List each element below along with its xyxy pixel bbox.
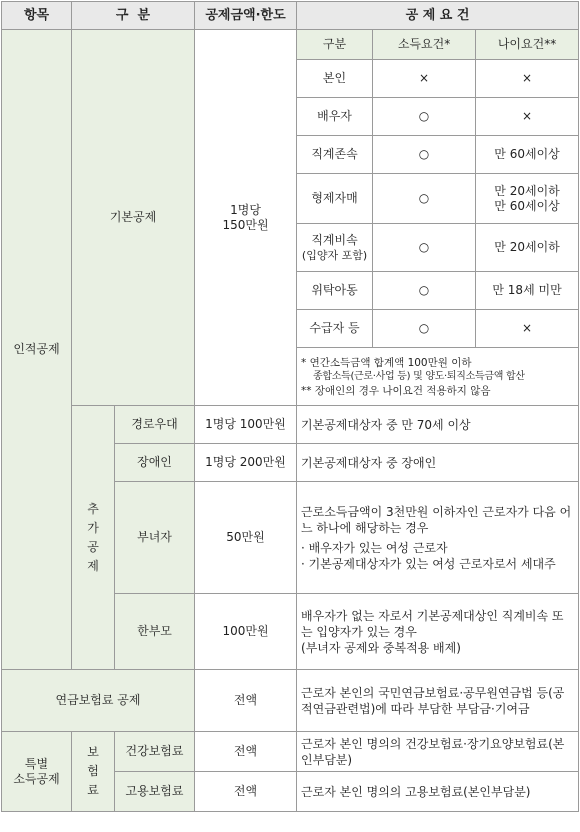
row-requirement: 근로자 본인 명의의 고용보험료(본인부담분): [297, 772, 579, 812]
table-row: [2, 406, 579, 444]
special-deduction-label: 특별 소득공제: [2, 732, 72, 812]
row-age: 만 20세이하 만 60세이상: [476, 174, 579, 224]
row-name: 배우자: [297, 98, 373, 136]
header-requirements: 공 제 요 건: [297, 2, 579, 30]
row-name: 직계비속 (입양자 포함): [297, 224, 373, 272]
row-amount: 1명당 200만원: [195, 444, 297, 482]
row-age: 만 60세이상: [476, 136, 579, 174]
row-name: 장애인: [115, 444, 195, 482]
row-requirement: 근로자 본인 명의의 건강보험료·장기요양보험료(본인부담분): [297, 732, 579, 772]
row-name: 직계존속: [297, 136, 373, 174]
row-name: 위탁아동: [297, 272, 373, 310]
row-name: 한부모: [115, 594, 195, 670]
row-income: ○: [373, 310, 476, 348]
row-amount: 전액: [195, 732, 297, 772]
row-requirement: 근로소득금액이 3천만원 이하자인 근로자가 다음 어느 하나에 해당하는 경우 · 배우자가 있는 여성 근로자 · 기본공제대상자가 있는 여성 근로자로서 세대주: [297, 482, 579, 594]
row-name: 부녀자: [115, 482, 195, 594]
row-income: ×: [373, 60, 476, 98]
row-income: ○: [373, 174, 476, 224]
deduction-table: [1, 1, 579, 812]
basic-deduction-amount: 1명당 150만원: [195, 30, 297, 406]
subheader-income: 소득요건*: [373, 30, 476, 60]
row-amount: 1명당 100만원: [195, 406, 297, 444]
row-requirement: 기본공제대상자 중 장애인: [297, 444, 579, 482]
row-name: 형제자매: [297, 174, 373, 224]
row-age: ×: [476, 60, 579, 98]
row-amount: 전액: [195, 670, 297, 732]
header-division: 구 분: [72, 2, 195, 30]
additional-deduction-label: 추 가 공 제: [72, 406, 115, 670]
basic-deduction-label: 기본공제: [72, 30, 195, 406]
row-age: ×: [476, 98, 579, 136]
insurance-label: 보 험 료: [72, 732, 115, 812]
row-amount: 100만원: [195, 594, 297, 670]
table-row: [2, 670, 579, 732]
row-requirement: 기본공제대상자 중 만 70세 이상: [297, 406, 579, 444]
subheader-age: 나이요건**: [476, 30, 579, 60]
personal-deduction-label: 인적공제: [2, 30, 72, 670]
row-age: 만 18세 미만: [476, 272, 579, 310]
table-header-row: [2, 2, 579, 30]
header-amount: 공제금액·한도: [195, 2, 297, 30]
row-requirement: 근로자 본인의 국민연금보험료·공무원연금법 등(공적연금관련법)에 따라 부담한 부담금·기여금: [297, 670, 579, 732]
row-income: ○: [373, 272, 476, 310]
row-age: ×: [476, 310, 579, 348]
subheader-category: 구분: [297, 30, 373, 60]
row-name: 고용보험료: [115, 772, 195, 812]
table-row: [2, 732, 579, 772]
basic-subheader-row: [2, 30, 579, 60]
row-income: ○: [373, 224, 476, 272]
row-name: 수급자 등: [297, 310, 373, 348]
pension-label: 연금보험료 공제: [2, 670, 195, 732]
header-item: 항목: [2, 2, 72, 30]
row-amount: 전액: [195, 772, 297, 812]
row-income: ○: [373, 136, 476, 174]
row-amount: 50만원: [195, 482, 297, 594]
row-name: 경로우대: [115, 406, 195, 444]
row-income: ○: [373, 98, 476, 136]
row-requirement: 배우자가 없는 자로서 기본공제대상인 직계비속 또는 입양자가 있는 경우 (부녀자 공제와 중복적용 배제): [297, 594, 579, 670]
basic-notes: * 연간소득금액 합계액 100만원 이하 종합소득(근로·사업 등) 및 양도·퇴직소득금액 합산 ** 장애인의 경우 나이요건 적용하지 않음: [297, 348, 579, 406]
row-age: 만 20세이하: [476, 224, 579, 272]
row-name: 건강보험료: [115, 732, 195, 772]
row-name: 본인: [297, 60, 373, 98]
